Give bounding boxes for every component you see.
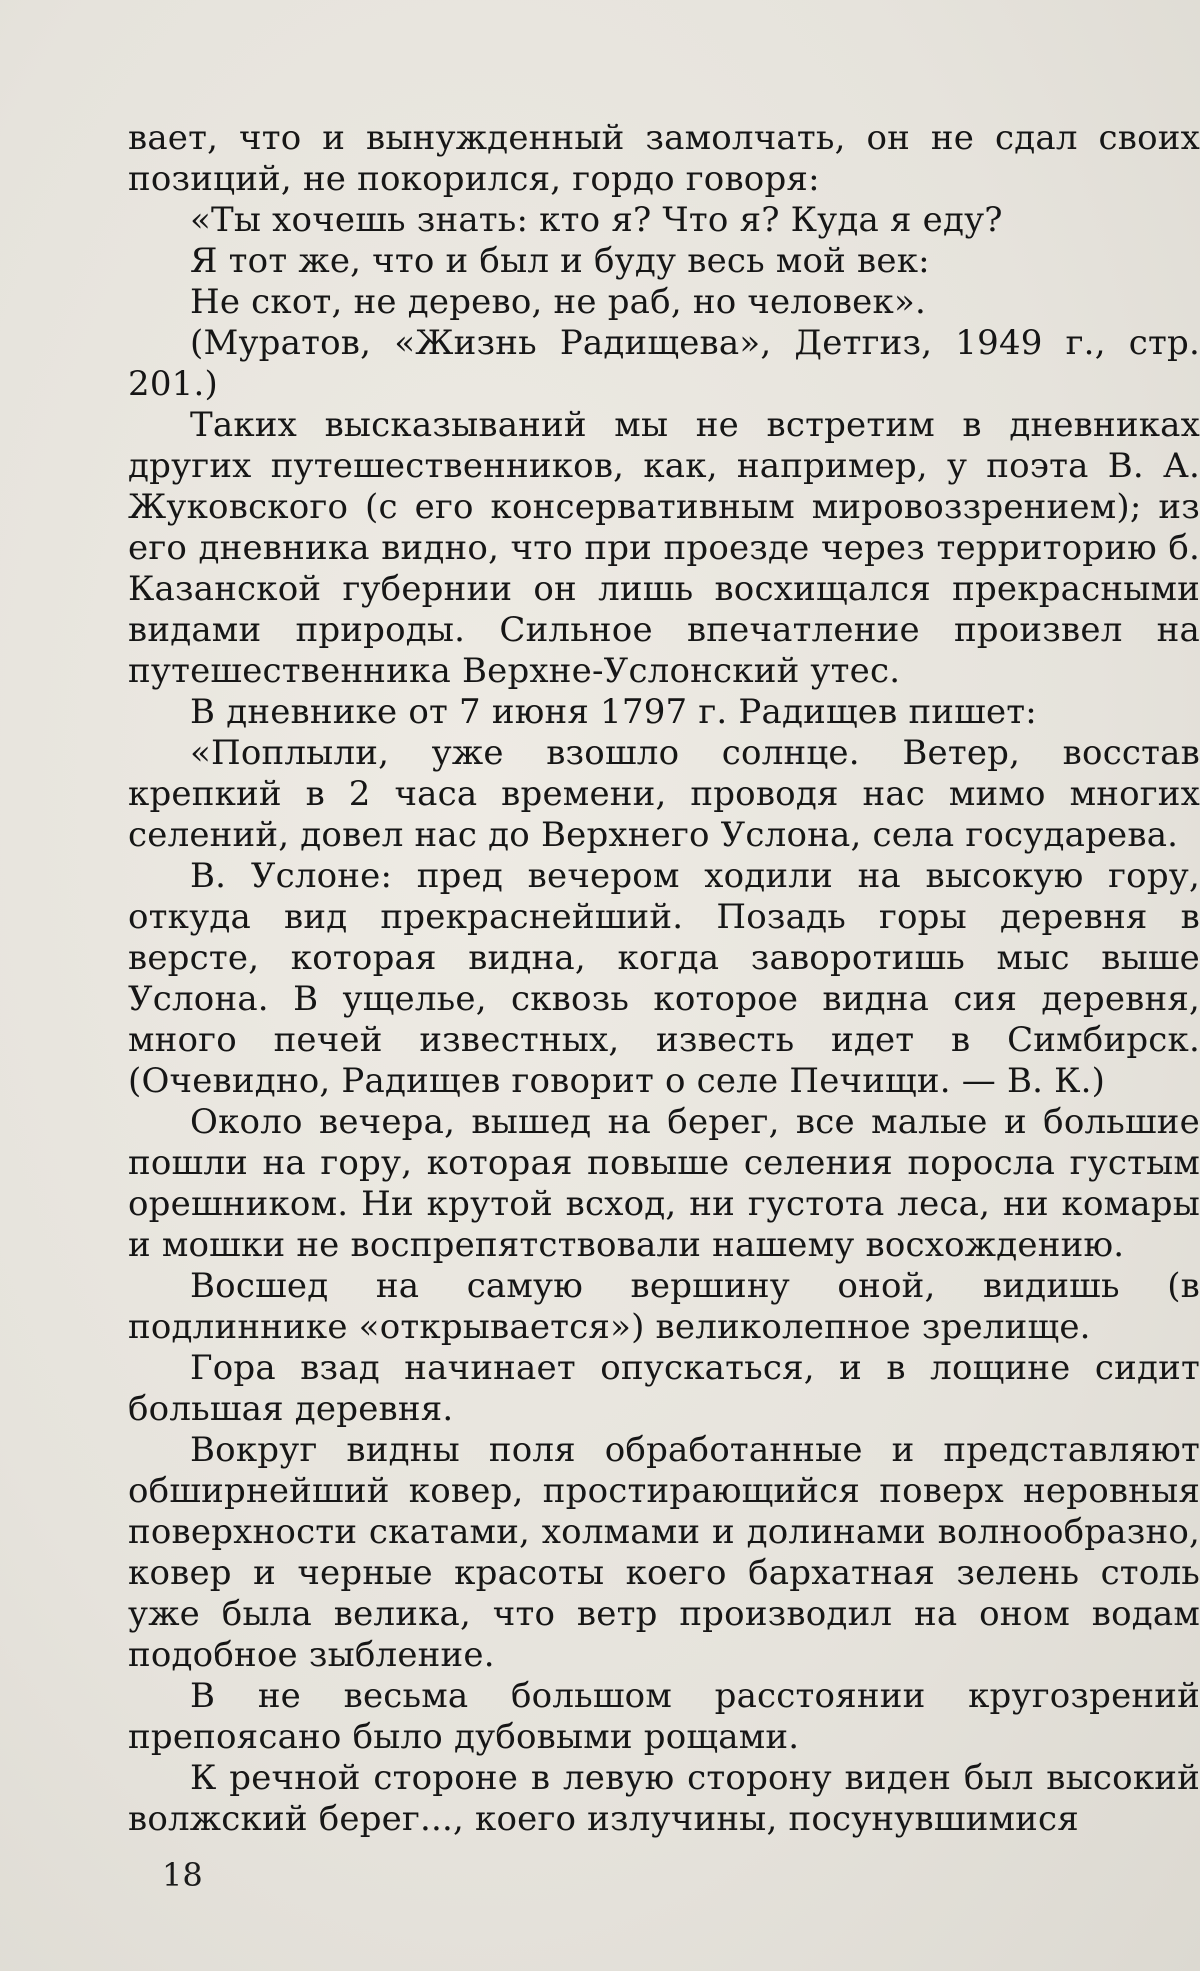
paragraph: В дневнике от 7 июня 1797 г. Радищев пишет: — [190, 692, 1037, 732]
paragraph: Таких высказываний мы не встретим в дневниках других путешественников, как, например, у поэта В. А. Жуковского (с его консервативным мировоззрением); из его дневника видно, что при проезде через территорию б. Казанской губернии он лишь восхищался прекрасными видами природы. Сильное впечатление произвел на путешественника Верхне-Услонский утес. — [128, 405, 1200, 691]
paragraph: вает, что и вынужденный замолчать, он не сдал своих позиций, не покорился, гордо говоря: — [128, 118, 1200, 199]
paragraph: «Поплыли, уже взошло солнце. Ветер, восстав крепкий в 2 часа времени, проводя нас мимо многих селений, довел нас до Верхнего Услона, села государева. — [128, 733, 1200, 855]
paragraph: Восшед на самую вершину оной, видишь (в подлиннике «открывается») великолепное зрелище. — [128, 1266, 1200, 1347]
paragraph: Вокруг видны поля обработанные и представляют обширнейший ковер, простирающийся поверх неровныя поверхности скатами, холмами и долинами волнообразно, ковер и черные красоты коего бархатная зелень столь уже была велика, что ветр производил на оном водам подобное зыбление. — [128, 1430, 1200, 1675]
body-text — [128, 118, 1200, 1840]
paragraph: К речной стороне в левую сторону виден был высокий волжский берег..., коего излучины, посунувшимися — [128, 1758, 1200, 1839]
citation: (Муратов, «Жизнь Радищева», Детгиз, 1949 г., стр. 201.) — [128, 323, 1200, 404]
paragraph: Около вечера, вышед на берег, все малые и большие пошли на гору, которая повыше селения поросла густым орешником. Ни крутой всход, ни густота леса, ни комары и мошки не воспрепятствовали нашему восхождению. — [128, 1102, 1200, 1265]
paragraph: Гора взад начинает опускаться, и в лощине сидит большая деревня. — [128, 1348, 1200, 1429]
poem-line: «Ты хочешь знать: кто я? Что я? Куда я еду? — [190, 200, 1003, 240]
paragraph: В не весьма большом расстоянии кругозрений препоясано было дубовыми рощами. — [128, 1676, 1200, 1757]
paragraph: В. Услоне: пред вечером ходили на высокую гору, откуда вид прекраснейший. Позадь горы деревня в версте, которая видна, когда заворотишь мыс выше Услона. В ущелье, сквозь которое видна сия деревня, много печей известных, известь идет в Симбирск. (Очевидно, Радищев говорит о селе Печищи. — В. К.) — [128, 856, 1200, 1101]
page-number: 18 — [162, 1856, 203, 1894]
poem-line: Не скот, не дерево, не раб, но человек». — [190, 282, 926, 322]
poem-line: Я тот же, что и был и буду весь мой век: — [190, 241, 930, 281]
